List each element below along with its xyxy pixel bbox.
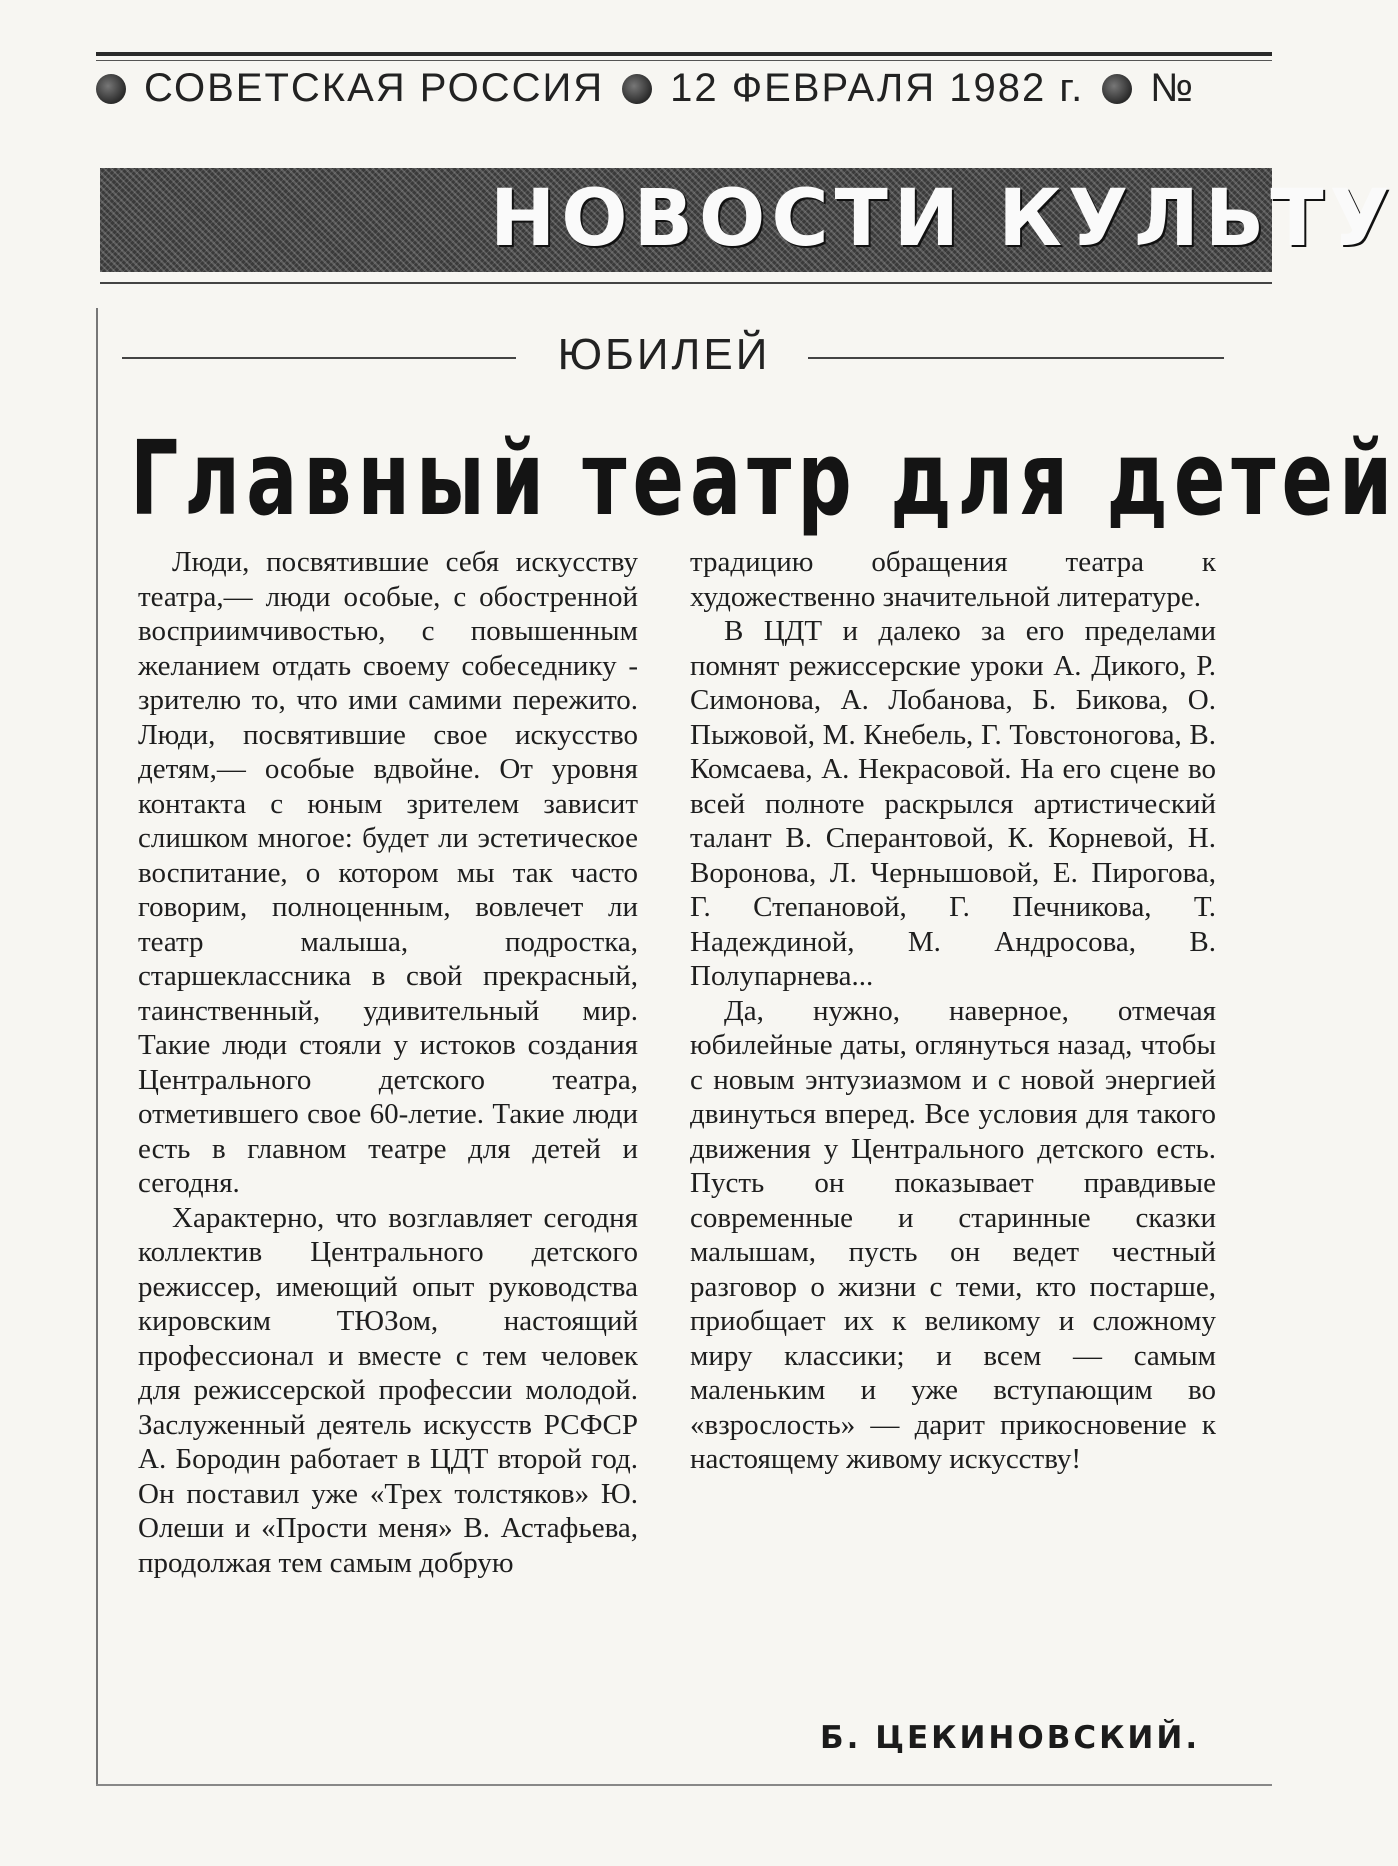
- rubric-rule-left: [122, 357, 516, 359]
- newspaper-name: СОВЕТСКАЯ РОССИЯ: [144, 66, 605, 110]
- rubric-rule-right: [808, 357, 1224, 359]
- bullet-dot-icon: [96, 74, 126, 104]
- masthead: [96, 66, 1272, 118]
- article-paragraph: традицию обращения театра к художественно значительной литературе.: [690, 546, 1216, 613]
- article-paragraph: Да, нужно, наверное, отмечая юбилейные даты, оглянуться назад, чтобы с новым энтузиазмом и с новой энергией двинуться вперед. Все условия для такого движения у Центрального детского есть. Пусть он показывает правдивые современные и старинные сказки малышам, пусть он ведет честный разговор о жизни с теми, кто постарше, приобщает их к великому и сложному миру классики; и всем — самым маленьким и уже вступающим во «взрослость» — дарит прикосновение к настоящему живому искусству!: [690, 994, 1216, 1475]
- issue-number-mark: №: [1150, 66, 1196, 110]
- section-banner: [100, 168, 1396, 272]
- masthead-thin-rule: [96, 60, 1272, 61]
- bullet-dot-icon: [622, 74, 652, 104]
- article-paragraph: В ЦДТ и далеко за его пределами помнят режиссерские уроки А. Дикого, Р. Симонова, А. Лобанова, Б. Бикова, О. Пыжовой, М. Кнебель, Г. Товстоногова, В. Комсаева, А. Некрасовой. На его сцене во всей полноте раскрылся артистический талант В. Сперантовой, К. Корневой, Н. Воронова, Л. Чернышовой, Е. Пирогова, Г. Степановой, Г. Печникова, Т. Надеждиной, М. Андросова, В. Полупарнева...: [690, 615, 1216, 992]
- article-headline: Главный театр для детей: [130, 418, 1398, 539]
- section-banner-rule: [100, 282, 1272, 284]
- article-column-left: [138, 545, 638, 1580]
- article-frame-bottom: [96, 1784, 1272, 1786]
- rubric-label: ЮБИЛЕЙ: [557, 330, 771, 379]
- author-signature: Б. ЦЕКИНОВСКИЙ.: [820, 1720, 1201, 1756]
- article-paragraph: Характерно, что возглавляет сегодня коллектив Центрального детского режиссер, имеющий опыт руководства кировским ТЮЗом, настоящий профессионал и вместе с тем человек для режиссерской профессии молодой. Заслуженный деятель искусств РСФСР А. Бородин работает в ЦДТ второй год. Он поставил уже «Трех толстяков» Ю. Олеши и «Прости меня» В. Астафьева, продолжая тем самым добрую: [138, 1201, 638, 1579]
- section-title: НОВОСТИ КУЛЬТУ: [490, 174, 1396, 264]
- article-column-right: [690, 545, 1216, 1477]
- bullet-dot-icon: [1102, 74, 1132, 104]
- masthead-top-rule: [96, 52, 1272, 56]
- article-frame-left: [96, 308, 98, 1786]
- issue-date: 12 ФЕВРАЛЯ 1982 г.: [670, 66, 1085, 110]
- article-paragraph: Люди, посвятившие себя искусству театра,— люди особые, с обостренной восприимчивостью, с повышенным желанием отдать своему собеседнику - зрителю то, что ими самими пережито. Люди, посвятившие свое искусство детям,— особые вдвойне. От уровня контакта с юным зрителем зависит слишком многое: будет ли эстетическое воспитание, о котором мы так часто говорим, полноценным, вовлечет ли театр малыша, подростка, старшеклассника в свой прекрасный, таинственный, удивительный мир. Такие люди стояли у истоков создания Центрального детского театра, отметившего свое 60-летие. Такие люди есть в главном театре для детей и сегодня.: [138, 546, 638, 1199]
